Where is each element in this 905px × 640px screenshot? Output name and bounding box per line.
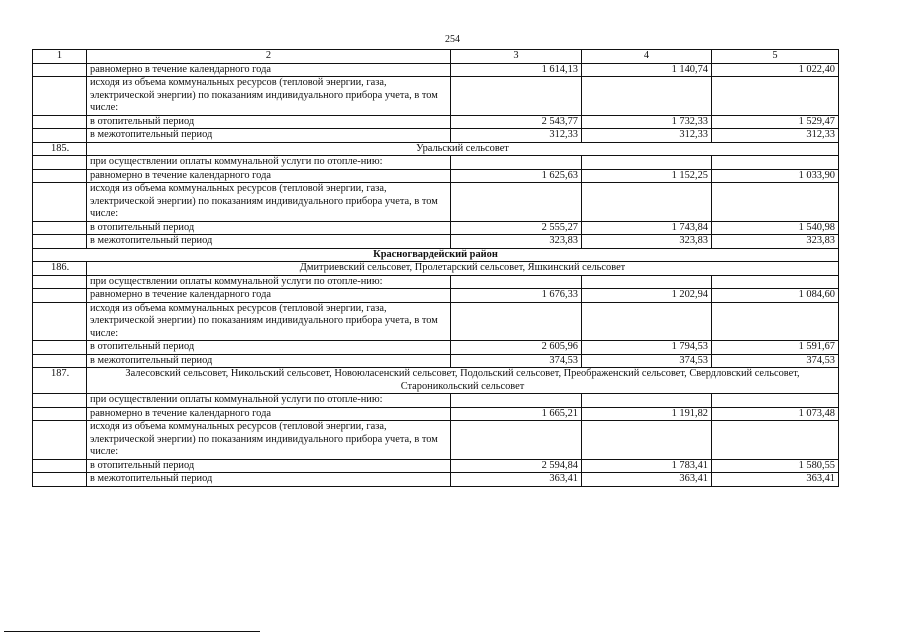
value-col-5: 1 022,40	[712, 63, 839, 77]
row-label: в межотопительный период	[87, 129, 451, 143]
table-row	[33, 354, 839, 368]
row-number-cell	[33, 77, 87, 116]
value-col-3: 2 555,27	[451, 221, 582, 235]
row-number-cell	[33, 354, 87, 368]
subheading-row	[33, 394, 839, 408]
value-col-5: 374,53	[712, 354, 839, 368]
value-col-3	[451, 183, 582, 222]
row-label: равномерно в течение календарного года	[87, 289, 451, 303]
row-number-cell	[33, 275, 87, 289]
table-row	[33, 63, 839, 77]
value-col-4: 374,53	[582, 354, 712, 368]
section-title: Уральский сельсовет	[87, 142, 839, 156]
value-col-4	[582, 302, 712, 341]
value-col-4: 1 191,82	[582, 407, 712, 421]
value-col-5	[712, 77, 839, 116]
value-col-5: 1 033,90	[712, 169, 839, 183]
header-cell-5: 5	[712, 50, 839, 64]
row-number-cell	[33, 407, 87, 421]
value-col-4: 1 732,33	[582, 115, 712, 129]
row-label: равномерно в течение календарного года	[87, 169, 451, 183]
row-number-cell	[33, 459, 87, 473]
subheading-row	[33, 156, 839, 170]
row-number-cell	[33, 302, 87, 341]
value-col-5: 323,83	[712, 235, 839, 249]
value-col-3: 323,83	[451, 235, 582, 249]
value-col-3: 2 594,84	[451, 459, 582, 473]
header-cell-3: 3	[451, 50, 582, 64]
value-col-3	[451, 394, 582, 408]
row-number-cell	[33, 115, 87, 129]
subheading-row	[33, 183, 839, 222]
row-label: равномерно в течение календарного года	[87, 407, 451, 421]
value-col-3	[451, 77, 582, 116]
row-label: равномерно в течение календарного года	[87, 63, 451, 77]
row-number-cell	[33, 183, 87, 222]
value-col-4	[582, 421, 712, 460]
row-number-cell	[33, 341, 87, 355]
value-col-4: 312,33	[582, 129, 712, 143]
value-col-3	[451, 156, 582, 170]
subheading-label: при осуществлении оплаты коммунальной услуги по отопле-нию:	[87, 394, 451, 408]
table-row	[33, 407, 839, 421]
header-cell-4: 4	[582, 50, 712, 64]
table-row	[33, 459, 839, 473]
value-col-4: 1 794,53	[582, 341, 712, 355]
value-col-3: 2 605,96	[451, 341, 582, 355]
section-row	[33, 262, 839, 276]
value-col-5: 312,33	[712, 129, 839, 143]
subheading-row	[33, 275, 839, 289]
row-number-cell	[33, 289, 87, 303]
value-col-5: 1 084,60	[712, 289, 839, 303]
value-col-3: 1 665,21	[451, 407, 582, 421]
subheading-row	[33, 302, 839, 341]
header-cell-1: 1	[33, 50, 87, 64]
section-title: Залесовский сельсовет, Никольский сельсовет, Новоюласенский сельсовет, Подольский сельсовет, Преображенский сельсовет, Свердловский сельсовет, Староникольский сельсовет	[87, 368, 839, 394]
row-label: в межотопительный период	[87, 473, 451, 487]
section-row	[33, 368, 839, 394]
value-col-3	[451, 275, 582, 289]
value-col-4	[582, 275, 712, 289]
value-col-5	[712, 394, 839, 408]
table-row	[33, 221, 839, 235]
row-label: в межотопительный период	[87, 354, 451, 368]
row-number-cell	[33, 156, 87, 170]
district-row	[33, 248, 839, 262]
section-number: 185.	[33, 142, 87, 156]
section-row	[33, 142, 839, 156]
value-col-4: 1 202,94	[582, 289, 712, 303]
value-col-4: 1 783,41	[582, 459, 712, 473]
row-number-cell	[33, 169, 87, 183]
subheading-row	[33, 421, 839, 460]
row-label: в отопительный период	[87, 221, 451, 235]
value-col-3: 363,41	[451, 473, 582, 487]
value-col-5: 1 529,47	[712, 115, 839, 129]
row-number-cell	[33, 394, 87, 408]
subheading-label: исходя из объема коммунальных ресурсов (тепловой энергии, газа, электрической энергии) по показаниям индивидуального прибора учета, в том числе:	[87, 77, 451, 116]
value-col-4: 1 152,25	[582, 169, 712, 183]
value-col-4: 363,41	[582, 473, 712, 487]
table-row	[33, 169, 839, 183]
row-number-cell	[33, 129, 87, 143]
section-number: 187.	[33, 368, 87, 394]
value-col-5	[712, 275, 839, 289]
value-col-3: 2 543,77	[451, 115, 582, 129]
row-label: в межотопительный период	[87, 235, 451, 249]
table-row	[33, 115, 839, 129]
row-number-cell	[33, 421, 87, 460]
row-label: в отопительный период	[87, 341, 451, 355]
row-number-cell	[33, 221, 87, 235]
district-title: Красногвардейский район	[33, 248, 839, 262]
value-col-3: 1 614,13	[451, 63, 582, 77]
value-col-3: 312,33	[451, 129, 582, 143]
value-col-5: 363,41	[712, 473, 839, 487]
value-col-3	[451, 302, 582, 341]
table-row	[33, 289, 839, 303]
subheading-row	[33, 77, 839, 116]
subheading-label: исходя из объема коммунальных ресурсов (тепловой энергии, газа, электрической энергии) по показаниям индивидуального прибора учета, в том числе:	[87, 302, 451, 341]
row-number-cell	[33, 63, 87, 77]
value-col-5: 1 540,98	[712, 221, 839, 235]
row-number-cell	[33, 473, 87, 487]
value-col-3: 374,53	[451, 354, 582, 368]
table-row	[33, 235, 839, 249]
header-row	[33, 50, 839, 64]
value-col-5: 1 591,67	[712, 341, 839, 355]
tariff-table	[32, 49, 839, 487]
value-col-4: 1 743,84	[582, 221, 712, 235]
row-number-cell	[33, 235, 87, 249]
subheading-label: исходя из объема коммунальных ресурсов (тепловой энергии, газа, электрической энергии) по показаниям индивидуального прибора учета, в том числе:	[87, 421, 451, 460]
subheading-label: исходя из объема коммунальных ресурсов (тепловой энергии, газа, электрической энергии) по показаниям индивидуального прибора учета, в том числе:	[87, 183, 451, 222]
subheading-label: при осуществлении оплаты коммунальной услуги по отопле-нию:	[87, 275, 451, 289]
footer-rule	[4, 631, 260, 632]
value-col-3: 1 676,33	[451, 289, 582, 303]
value-col-4: 323,83	[582, 235, 712, 249]
section-title: Дмитриевский сельсовет, Пролетарский сельсовет, Яшкинский сельсовет	[87, 262, 839, 276]
table-row	[33, 473, 839, 487]
value-col-5: 1 073,48	[712, 407, 839, 421]
value-col-5	[712, 156, 839, 170]
value-col-4	[582, 183, 712, 222]
value-col-4	[582, 156, 712, 170]
table-body	[33, 50, 839, 487]
value-col-5	[712, 183, 839, 222]
row-label: в отопительный период	[87, 459, 451, 473]
row-label: в отопительный период	[87, 115, 451, 129]
value-col-3: 1 625,63	[451, 169, 582, 183]
page-number: 254	[445, 34, 460, 45]
value-col-4: 1 140,74	[582, 63, 712, 77]
subheading-label: при осуществлении оплаты коммунальной услуги по отопле-нию:	[87, 156, 451, 170]
value-col-4	[582, 77, 712, 116]
table-row	[33, 341, 839, 355]
value-col-5: 1 580,55	[712, 459, 839, 473]
value-col-5	[712, 421, 839, 460]
value-col-5	[712, 302, 839, 341]
header-cell-2: 2	[87, 50, 451, 64]
section-number: 186.	[33, 262, 87, 276]
table-row	[33, 129, 839, 143]
value-col-3	[451, 421, 582, 460]
value-col-4	[582, 394, 712, 408]
